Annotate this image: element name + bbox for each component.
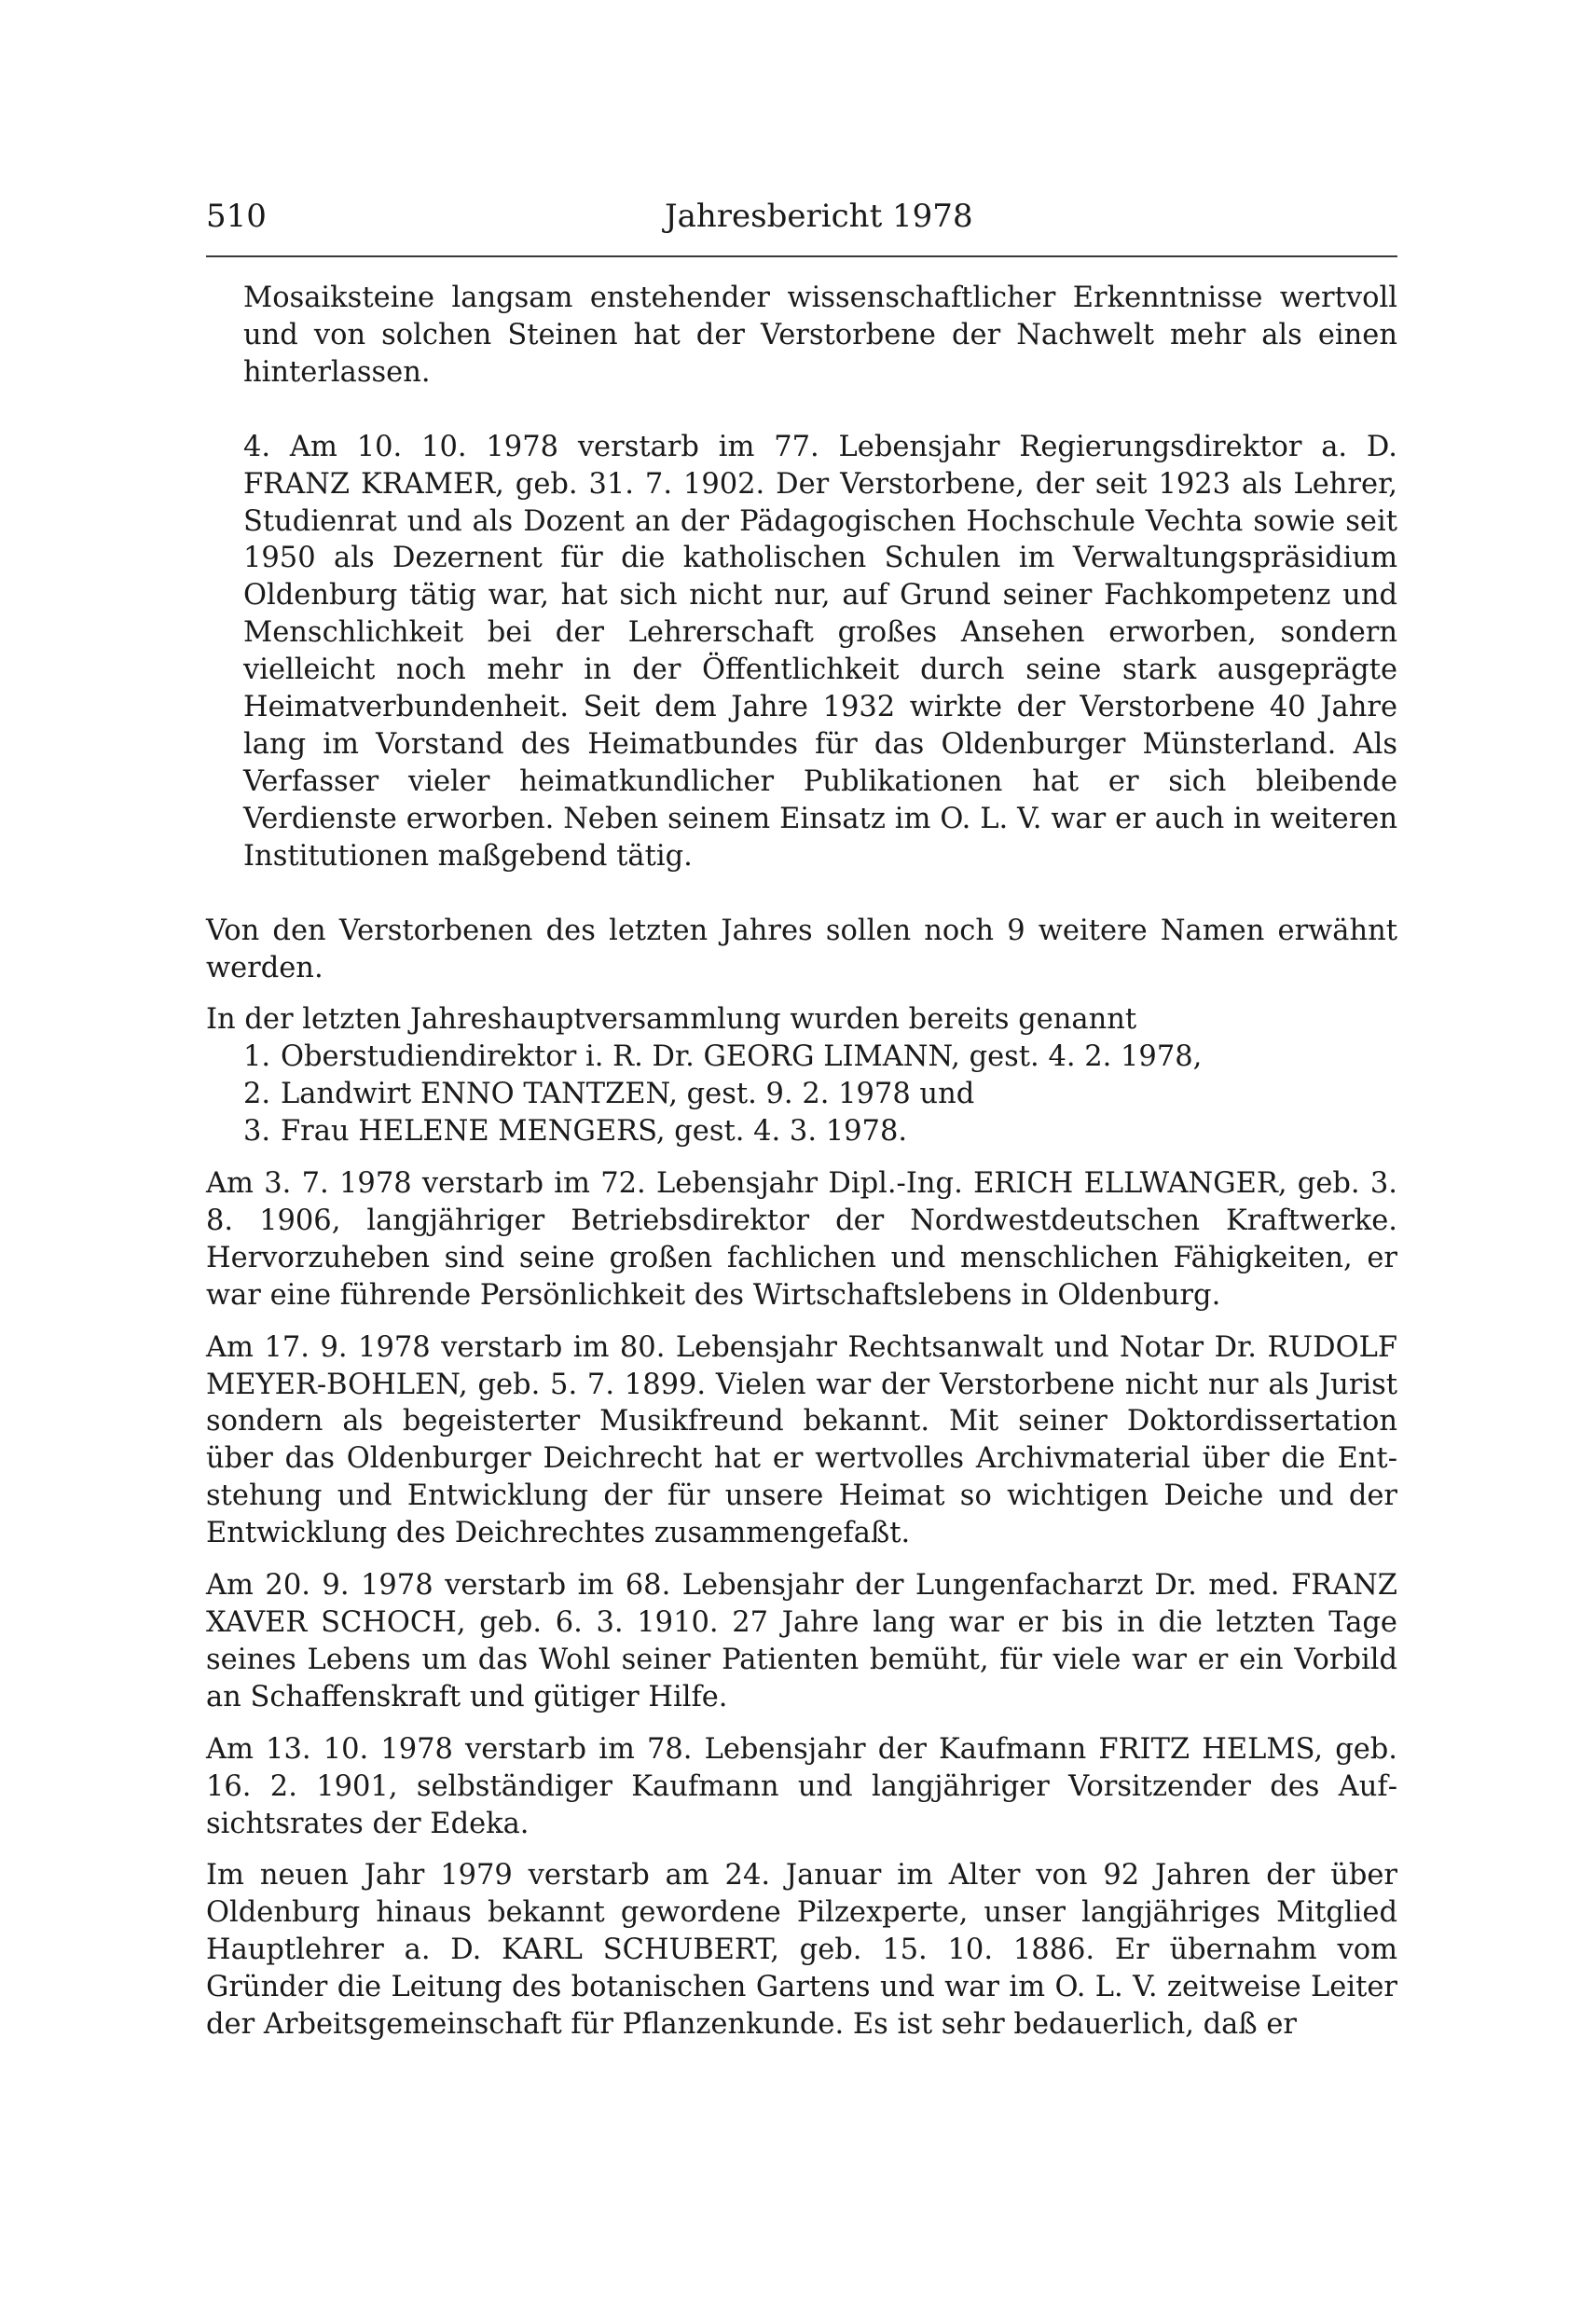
list-item (243, 1039, 1397, 1076)
body-text (206, 280, 1397, 2044)
named-list (206, 1039, 1397, 1150)
page-number: 510 (206, 198, 267, 235)
list-item (243, 1113, 1397, 1150)
list-item (243, 1076, 1397, 1113)
paragraph-meyer-bohlen: Am 17. 9. 1978 verstarb im 80. Lebensjahr Rechtsanwalt und Notar Dr. RUDOLF MEYER-BOHLEN, geb. 5. 7. 1899. Vielen war der Verstorbene nicht nur als Jurist sondern als begeisterter Musikfreund bekannt. Mit seiner Doktordissertation über das Oldenburger Deichrecht hat er wertvolles Archivmaterial über die Entstehung und Entwicklung der für unsere Heimat so wichtigen Deiche und der Entwicklung des Deichrechtes zusammengefaßt. (206, 1330, 1397, 1550)
running-title: Jahresbericht 1978 (665, 198, 973, 235)
page-header (206, 192, 1397, 241)
paragraph-item-4-kramer: 4. Am 10. 10. 1978 verstarb im 77. Lebensjahr Regierungsdirektor a. D. FRANZ KRAMER, geb. 31. 7. 1902. Der Verstorbene, der seit 1923 als Lehrer, Studienrat und als Dozent an der Pädagogischen Hochschule Vechta sowie seit 1950 als Dezernent für die katholischen Schulen im Verwaltungspräsidium Oldenburg tätig war, hat sich nicht nur, auf Grund seiner Fachkompetenz und Menschlichkeit bei der Lehrerschaft großes Ansehen erworben, sondern vielleicht noch mehr in der Öffentlichkeit durch seine stark ausgeprägte Heimatverbundenheit. Seit dem Jahre 1932 wirkte der Verstorbene 40 Jahre lang im Vorstand des Heimatbundes für das Oldenburger Münsterland. Als Verfasser vieler heimatkundlicher Publikationen hat er sich bleibende Verdienste erworben. Neben seinem Einsatz im O. L. V. war er auch in weiteren Institutionen maßgebend tätig. (243, 430, 1397, 873)
paragraph-already-named: In der letzten Jahreshauptversammlung wurden bereits genannt (206, 1003, 1137, 1037)
paragraph-schoch: Am 20. 9. 1978 verstarb im 68. Lebensjahr der Lungenfacharzt Dr. med. FRANZ XAVER SCHOCH, geb. 6. 3. 1910. 27 Jahre lang war er bis in die letzten Tage seines Lebens um das Wohl seiner Patienten bemüht, für viele war er ein Vorbild an Schaffenskraft und gütiger Hilfe. (206, 1569, 1397, 1713)
list-item-number: 1. (243, 1040, 271, 1074)
paragraph-further-names: Von den Verstorbenen des letzten Jahres sollen noch 9 weitere Namen erwähnt werden. (206, 914, 1397, 984)
list-item-text: Oberstudiendirektor i. R. Dr. GEORG LIMANN, gest. 4. 2. 1978, (281, 1040, 1203, 1074)
list-item-number: 2. (243, 1078, 271, 1111)
header-rule (206, 255, 1397, 257)
paragraph-schubert: Im neuen Jahr 1979 verstarb am 24. Januar im Alter von 92 Jahren der über Oldenburg hinaus bekannt gewordene Pilzexperte, unser langjähriges Mitglied Hauptlehrer a. D. KARL SCHUBERT, geb. 15. 10. 1886. Er übernahm vom Gründer die Leitung des botanischen Gartens und war im O. L. V. zeitweise Leiter der Arbeitsgemeinschaft für Pflanzenkunde. Es ist sehr bedauerlich, daß er (206, 1859, 1397, 2042)
list-item-text: Frau HELENE MENGERS, gest. 4. 3. 1978. (281, 1115, 908, 1149)
paragraph-ellwanger: Am 3. 7. 1978 verstarb im 72. Lebensjahr Dipl.-Ing. ERICH ELLWANGER, geb. 3. 8. 1906, langjähriger Betriebsdirektor der Nordwestdeutschen Kraftwerke. Hervorzuheben sind seine großen fachlichen und menschlichen Fähigkeiten, er war eine führende Persönlichkeit des Wirtschaftslebens in Oldenburg. (206, 1167, 1397, 1312)
paragraph-continuation: Mosaiksteine langsam enstehender wissenschaftlicher Erkenntnisse wertvoll und von solchen Steinen hat der Verstorbene der Nachwelt mehr als einen hinterlassen. (243, 282, 1397, 389)
list-item-number: 3. (243, 1115, 271, 1149)
paragraph-helms: Am 13. 10. 1978 verstarb im 78. Lebensjahr der Kaufmann FRITZ HELMS, geb. 16. 2. 1901, selbständiger Kaufmann und langjähriger Vorsitzender des Aufsichtsrates der Edeka. (206, 1732, 1397, 1840)
list-item-text: Landwirt ENNO TANTZEN, gest. 9. 2. 1978 und (281, 1078, 975, 1111)
